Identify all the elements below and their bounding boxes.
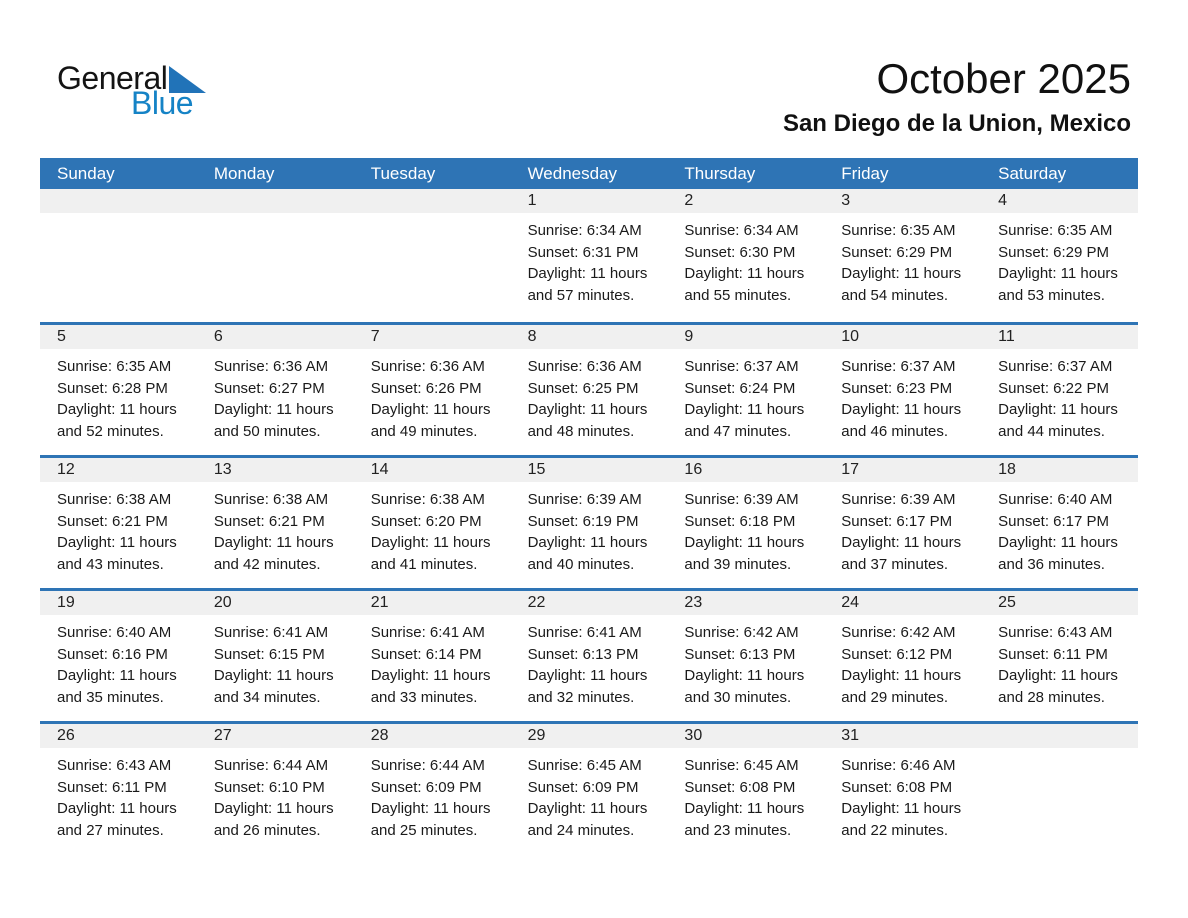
- weekday-header-tuesday: Tuesday: [370, 163, 436, 183]
- day-number: [197, 189, 354, 213]
- day-info-line: Sunset: 6:15 PM: [213, 645, 325, 663]
- day-info-line: Daylight: 11 hours: [998, 667, 1118, 684]
- day-info-line: Daylight: 11 hours: [684, 265, 805, 282]
- day-cell-11: [981, 325, 1138, 455]
- day-info-line: Daylight: 11 hours: [841, 800, 962, 817]
- day-info-line: Sunset: 6:19 PM: [527, 512, 639, 530]
- day-info-line: Sunset: 6:11 PM: [57, 778, 167, 796]
- day-number: 14: [354, 458, 511, 482]
- day-number: 2: [667, 189, 824, 213]
- day-info-line: Daylight: 11 hours: [998, 265, 1118, 282]
- day-info-line: Sunrise: 6:44 AM: [370, 757, 485, 774]
- day-info-line: Sunrise: 6:36 AM: [213, 358, 329, 375]
- day-info-line: Sunrise: 6:37 AM: [684, 358, 799, 375]
- day-cell-3: [824, 189, 981, 322]
- day-info-line: Sunrise: 6:37 AM: [998, 358, 1113, 375]
- day-cell-15: [511, 458, 668, 588]
- day-info-line: Sunset: 6:11 PM: [998, 645, 1108, 663]
- day-info-line: Sunset: 6:14 PM: [370, 645, 482, 663]
- day-number: 19: [40, 591, 197, 615]
- day-info-line: and 43 minutes.: [57, 555, 164, 573]
- day-cell-21: [354, 591, 511, 721]
- day-cell-6: [197, 325, 354, 455]
- day-info-line: and 47 minutes.: [684, 422, 792, 440]
- day-number: 18: [981, 458, 1138, 482]
- week-row-4: [40, 588, 1138, 721]
- day-info-line: and 26 minutes.: [213, 821, 321, 839]
- day-number: 28: [354, 724, 511, 748]
- day-number: 24: [824, 591, 981, 615]
- day-number: 27: [197, 724, 354, 748]
- day-info-line: Sunrise: 6:40 AM: [57, 624, 172, 641]
- day-info-line: Daylight: 11 hours: [370, 800, 491, 817]
- day-number: [40, 189, 197, 213]
- day-info: [824, 615, 981, 708]
- day-info: [981, 482, 1138, 575]
- day-cell-empty: [40, 189, 197, 322]
- day-cell-29: [511, 724, 668, 854]
- day-info-line: and 36 minutes.: [998, 555, 1105, 573]
- day-info: [511, 213, 668, 306]
- day-info-line: Sunset: 6:30 PM: [684, 243, 796, 261]
- day-info-line: Sunset: 6:08 PM: [684, 778, 796, 796]
- day-info-line: Daylight: 11 hours: [527, 534, 648, 551]
- day-info-line: and 44 minutes.: [998, 422, 1105, 440]
- day-info-line: Sunrise: 6:34 AM: [527, 222, 642, 239]
- day-info-line: and 40 minutes.: [527, 555, 635, 573]
- day-info-line: Sunset: 6:24 PM: [684, 379, 796, 397]
- day-info-line: Sunrise: 6:39 AM: [841, 491, 956, 508]
- title-block: [783, 55, 1131, 138]
- day-info-line: Sunset: 6:29 PM: [998, 243, 1110, 261]
- day-info-line: and 35 minutes.: [57, 688, 164, 706]
- day-info-line: and 32 minutes.: [527, 688, 635, 706]
- day-number: [354, 189, 511, 213]
- location-subtitle: San Diego de la Union, Mexico: [782, 110, 1131, 138]
- day-info-line: Daylight: 11 hours: [841, 667, 962, 684]
- day-number: 22: [511, 591, 668, 615]
- day-info-line: and 28 minutes.: [998, 688, 1105, 706]
- day-number: 17: [824, 458, 981, 482]
- day-info-line: and 53 minutes.: [998, 286, 1105, 304]
- day-cell-28: [354, 724, 511, 854]
- day-cell-16: [667, 458, 824, 588]
- day-info-line: Sunset: 6:13 PM: [684, 645, 796, 663]
- day-cell-22: [511, 591, 668, 721]
- day-info-line: Sunset: 6:13 PM: [527, 645, 639, 663]
- day-cell-30: [667, 724, 824, 854]
- day-info: [824, 213, 981, 306]
- day-cell-8: [511, 325, 668, 455]
- day-info-line: and 39 minutes.: [684, 555, 792, 573]
- day-info-line: and 57 minutes.: [527, 286, 635, 304]
- day-info-line: and 22 minutes.: [841, 821, 949, 839]
- day-info-line: Daylight: 11 hours: [527, 800, 648, 817]
- day-info-line: and 27 minutes.: [57, 821, 164, 839]
- day-info: [197, 615, 354, 708]
- day-number: 26: [40, 724, 197, 748]
- day-info-line: and 24 minutes.: [527, 821, 635, 839]
- day-info-line: Sunrise: 6:38 AM: [213, 491, 329, 508]
- day-cell-31: [824, 724, 981, 854]
- day-info-line: and 48 minutes.: [527, 422, 635, 440]
- day-info-line: Sunset: 6:29 PM: [841, 243, 953, 261]
- day-info: [667, 349, 824, 442]
- day-info-line: Daylight: 11 hours: [57, 800, 177, 817]
- day-info-line: Daylight: 11 hours: [684, 401, 805, 418]
- day-info-line: Sunrise: 6:35 AM: [841, 222, 956, 239]
- day-cell-13: [197, 458, 354, 588]
- day-info-line: Sunrise: 6:43 AM: [998, 624, 1113, 641]
- day-number: 23: [667, 591, 824, 615]
- day-info: [511, 615, 668, 708]
- day-info-line: Daylight: 11 hours: [213, 667, 334, 684]
- day-info-line: and 30 minutes.: [684, 688, 792, 706]
- day-cell-18: [981, 458, 1138, 588]
- day-number: 6: [197, 325, 354, 349]
- day-info-line: Daylight: 11 hours: [370, 401, 491, 418]
- day-number: 16: [667, 458, 824, 482]
- day-info-line: Sunset: 6:17 PM: [841, 512, 953, 530]
- day-info-line: Daylight: 11 hours: [57, 534, 177, 551]
- day-info-line: Sunset: 6:28 PM: [57, 379, 168, 397]
- day-info-line: Sunrise: 6:38 AM: [370, 491, 485, 508]
- day-info-line: and 23 minutes.: [684, 821, 792, 839]
- day-number: 20: [197, 591, 354, 615]
- weekday-header-row: [40, 158, 1138, 189]
- day-number: 11: [981, 325, 1138, 349]
- day-cell-19: [40, 591, 197, 721]
- week-row-2: [40, 322, 1138, 455]
- day-info-line: Sunrise: 6:42 AM: [841, 624, 956, 641]
- day-info-line: Sunset: 6:23 PM: [841, 379, 953, 397]
- page-title: October 2025: [876, 55, 1131, 102]
- weekday-header-thursday: Thursday: [684, 163, 756, 183]
- day-number: 7: [354, 325, 511, 349]
- day-cell-24: [824, 591, 981, 721]
- day-cell-23: [667, 591, 824, 721]
- day-number: 29: [511, 724, 668, 748]
- day-info: [40, 748, 197, 841]
- day-info-line: Daylight: 11 hours: [841, 534, 962, 551]
- day-cell-9: [667, 325, 824, 455]
- day-info-line: Sunrise: 6:43 AM: [57, 757, 172, 774]
- day-info-line: Daylight: 11 hours: [998, 401, 1118, 418]
- day-info-line: Sunrise: 6:45 AM: [684, 757, 799, 774]
- day-info-line: Sunset: 6:18 PM: [684, 512, 796, 530]
- general-blue-logo: [57, 62, 206, 119]
- day-info-line: Daylight: 11 hours: [213, 401, 334, 418]
- day-info: [511, 482, 668, 575]
- day-info: [667, 748, 824, 841]
- day-info-line: Sunset: 6:08 PM: [841, 778, 953, 796]
- day-info-line: Sunrise: 6:44 AM: [213, 757, 329, 774]
- day-info-line: Sunset: 6:12 PM: [841, 645, 953, 663]
- day-info: [511, 349, 668, 442]
- day-cell-7: [354, 325, 511, 455]
- day-info-line: Sunrise: 6:42 AM: [684, 624, 799, 641]
- day-info-line: Daylight: 11 hours: [684, 667, 805, 684]
- day-info-line: Sunrise: 6:39 AM: [684, 491, 799, 508]
- day-number: 30: [667, 724, 824, 748]
- day-info-line: Sunrise: 6:41 AM: [213, 624, 329, 641]
- day-number: 12: [40, 458, 197, 482]
- day-info-line: and 50 minutes.: [213, 422, 321, 440]
- day-info-line: Sunset: 6:20 PM: [370, 512, 482, 530]
- week-row-1: [40, 189, 1138, 322]
- day-info-line: Sunset: 6:26 PM: [370, 379, 482, 397]
- day-info-line: Daylight: 11 hours: [684, 800, 805, 817]
- day-info-line: and 42 minutes.: [213, 555, 321, 573]
- day-number: [981, 724, 1138, 748]
- day-info: [354, 349, 511, 442]
- day-info-line: and 54 minutes.: [841, 286, 949, 304]
- weekday-header-monday: Monday: [213, 163, 275, 183]
- day-info-line: Sunset: 6:09 PM: [527, 778, 639, 796]
- day-info-line: Daylight: 11 hours: [527, 667, 648, 684]
- day-info: [40, 349, 197, 442]
- day-info-line: and 29 minutes.: [841, 688, 949, 706]
- day-cell-empty: [197, 189, 354, 322]
- day-info: [197, 349, 354, 442]
- day-info-line: and 33 minutes.: [370, 688, 478, 706]
- day-info: [824, 748, 981, 841]
- day-info-line: Sunset: 6:27 PM: [213, 379, 325, 397]
- day-info-line: Daylight: 11 hours: [841, 265, 962, 282]
- weekday-header-friday: Friday: [841, 163, 889, 183]
- day-info-line: Sunrise: 6:35 AM: [998, 222, 1113, 239]
- day-info-line: Sunrise: 6:46 AM: [841, 757, 956, 774]
- day-number: 4: [981, 189, 1138, 213]
- day-number: 5: [40, 325, 197, 349]
- day-info-line: Daylight: 11 hours: [527, 401, 648, 418]
- day-number: 3: [824, 189, 981, 213]
- weekday-header-saturday: Saturday: [998, 163, 1067, 183]
- day-info-line: Daylight: 11 hours: [370, 667, 491, 684]
- day-info-line: and 37 minutes.: [841, 555, 949, 573]
- day-info-line: Daylight: 11 hours: [57, 401, 177, 418]
- logo-text-general: General: [57, 60, 168, 96]
- day-info-line: Daylight: 11 hours: [998, 534, 1118, 551]
- day-cell-5: [40, 325, 197, 455]
- day-cell-17: [824, 458, 981, 588]
- day-info-line: Daylight: 11 hours: [841, 401, 962, 418]
- day-info: [354, 748, 511, 841]
- day-info-line: and 41 minutes.: [370, 555, 478, 573]
- day-info-line: Sunset: 6:21 PM: [213, 512, 325, 530]
- day-info: [197, 482, 354, 575]
- day-info-line: Sunset: 6:25 PM: [527, 379, 639, 397]
- day-info-line: Sunrise: 6:40 AM: [998, 491, 1113, 508]
- day-number: 8: [511, 325, 668, 349]
- day-number: 1: [511, 189, 668, 213]
- day-info: [981, 213, 1138, 306]
- logo-text-blue: Blue: [131, 85, 194, 121]
- day-info-line: Daylight: 11 hours: [527, 265, 648, 282]
- day-info-line: Sunrise: 6:41 AM: [370, 624, 485, 641]
- week-row-3: [40, 455, 1138, 588]
- day-cell-2: [667, 189, 824, 322]
- day-cell-10: [824, 325, 981, 455]
- day-cell-27: [197, 724, 354, 854]
- week-row-5: [40, 721, 1138, 854]
- day-cell-empty: [354, 189, 511, 322]
- day-info-line: and 34 minutes.: [213, 688, 321, 706]
- calendar-weeks: [40, 189, 1138, 854]
- day-info: [981, 615, 1138, 708]
- day-number: 13: [197, 458, 354, 482]
- day-info-line: and 55 minutes.: [684, 286, 792, 304]
- day-info-line: Sunrise: 6:35 AM: [57, 358, 172, 375]
- day-info-line: Daylight: 11 hours: [213, 800, 334, 817]
- day-info: [667, 615, 824, 708]
- day-info-line: and 46 minutes.: [841, 422, 949, 440]
- weekday-header-sunday: Sunday: [57, 163, 115, 183]
- day-info-line: and 49 minutes.: [370, 422, 478, 440]
- weekday-header-wednesday: Wednesday: [527, 163, 618, 183]
- day-info-line: Daylight: 11 hours: [370, 534, 491, 551]
- day-cell-25: [981, 591, 1138, 721]
- day-info: [40, 615, 197, 708]
- day-info-line: Daylight: 11 hours: [684, 534, 805, 551]
- day-info: [197, 748, 354, 841]
- day-info-line: Sunrise: 6:36 AM: [527, 358, 642, 375]
- day-info: [354, 615, 511, 708]
- day-info-line: Sunset: 6:09 PM: [370, 778, 482, 796]
- day-info-line: Sunrise: 6:36 AM: [370, 358, 485, 375]
- day-cell-26: [40, 724, 197, 854]
- day-info: [667, 213, 824, 306]
- day-info: [981, 349, 1138, 442]
- day-cell-12: [40, 458, 197, 588]
- day-number: 21: [354, 591, 511, 615]
- day-info-line: Sunrise: 6:39 AM: [527, 491, 642, 508]
- day-info-line: Sunset: 6:22 PM: [998, 379, 1110, 397]
- day-cell-4: [981, 189, 1138, 322]
- day-info-line: Sunrise: 6:41 AM: [527, 624, 642, 641]
- day-info: [667, 482, 824, 575]
- day-number: 9: [667, 325, 824, 349]
- day-info: [824, 482, 981, 575]
- day-info-line: and 52 minutes.: [57, 422, 164, 440]
- day-cell-14: [354, 458, 511, 588]
- day-info: [40, 482, 197, 575]
- day-info-line: and 25 minutes.: [370, 821, 478, 839]
- day-number: 15: [511, 458, 668, 482]
- day-number: 10: [824, 325, 981, 349]
- day-info-line: Sunrise: 6:45 AM: [527, 757, 642, 774]
- day-info-line: Sunset: 6:10 PM: [213, 778, 325, 796]
- calendar-grid: [40, 158, 1138, 854]
- day-number: 25: [981, 591, 1138, 615]
- day-info: [354, 482, 511, 575]
- day-info-line: Sunrise: 6:37 AM: [841, 358, 956, 375]
- day-cell-20: [197, 591, 354, 721]
- day-info: [824, 349, 981, 442]
- day-cell-empty: [981, 724, 1138, 854]
- day-info-line: Sunset: 6:16 PM: [57, 645, 168, 663]
- day-info-line: Daylight: 11 hours: [213, 534, 334, 551]
- day-number: 31: [824, 724, 981, 748]
- day-info-line: Sunset: 6:31 PM: [527, 243, 639, 261]
- day-info-line: Sunset: 6:17 PM: [998, 512, 1110, 530]
- day-info-line: Daylight: 11 hours: [57, 667, 177, 684]
- day-info: [511, 748, 668, 841]
- day-cell-1: [511, 189, 668, 322]
- day-info-line: Sunrise: 6:34 AM: [684, 222, 799, 239]
- day-info-line: Sunrise: 6:38 AM: [57, 491, 172, 508]
- day-info-line: Sunset: 6:21 PM: [57, 512, 168, 530]
